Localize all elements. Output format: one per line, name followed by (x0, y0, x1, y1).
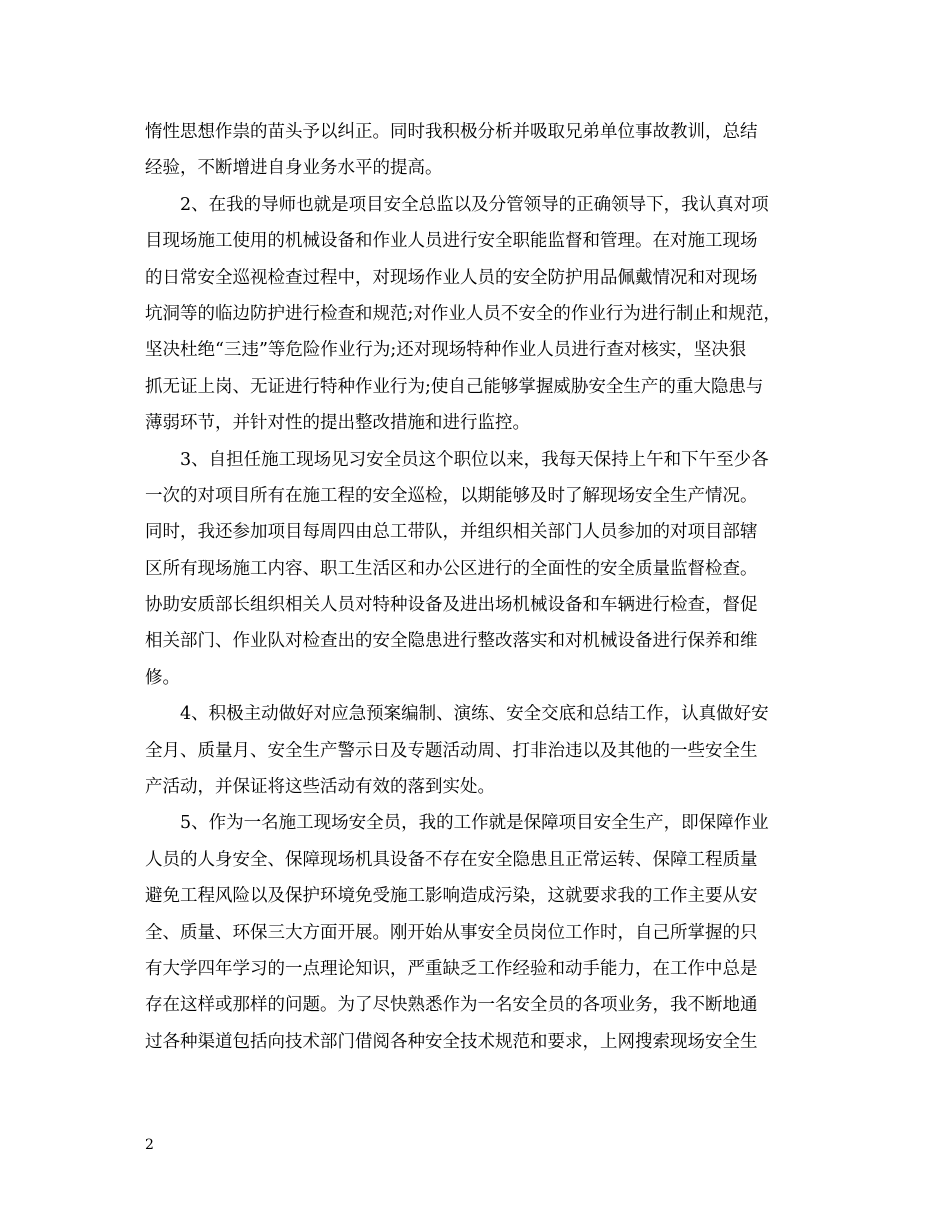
text-line: 一次的对项目所有在施工程的安全巡检，以期能够及时了解现场安全生产情况。 (145, 485, 758, 506)
text-line: 区所有现场施工内容、职工生活区和办公区进行的全面性的安全质量监督检查。 (145, 558, 758, 579)
text-line: 过各种渠道包括向技术部门借阅各种安全技术规范和要求，上网搜索现场安全生 (145, 1031, 758, 1052)
text-line: 的日常安全巡视检查过程中，对现场作业人员的安全防护用品佩戴情况和对现场 (145, 267, 758, 288)
text-line: 薄弱环节，并针对性的提出整改措施和进行监控。 (145, 413, 530, 434)
text-line: 3、自担任施工现场见习安全员这个职位以来，我每天保持上午和下午至少各 (180, 449, 769, 470)
text-line: 全月、质量月、安全生产警示日及专题活动周、打非治违以及其他的一些安全生 (145, 740, 758, 761)
text-line: 存在这样或那样的问题。为了尽快熟悉作为一名安全员的各项业务，我不断地通 (145, 995, 758, 1016)
text-line: 抓无证上岗、无证进行特种作业行为;使自己能够掌握威胁安全生产的重大隐患与 (145, 376, 764, 397)
text-line: 产活动，并保证将这些活动有效的落到实处。 (145, 777, 495, 798)
text-line: 目现场施工使用的机械设备和作业人员进行安全职能监督和管理。在对施工现场 (145, 231, 758, 252)
text-line: 人员的人身安全、保障现场机具设备不存在安全隐患且正常运转、保障工程质量 (145, 849, 758, 870)
text-line: 经验，不断增进自身业务水平的提高。 (145, 158, 443, 179)
text-line: 同时，我还参加项目每周四由总工带队，并组织相关部门人员参加的对项目部辖 (145, 522, 758, 543)
text-line: 相关部门、作业队对检查出的安全隐患进行整改落实和对机械设备进行保养和维 (145, 631, 758, 652)
text-line: 有大学四年学习的一点理论知识，严重缺乏工作经验和动手能力，在工作中总是 (145, 958, 758, 979)
page-number: 2 (145, 1137, 154, 1153)
text-line: 4、积极主动做好对应急预案编制、演练、安全交底和总结工作，认真做好安 (180, 704, 769, 725)
text-line: 坚决杜绝“三违”等危险作业行为;还对现场特种作业人员进行查对核实，坚决狠 (145, 340, 747, 361)
text-line: 2、在我的导师也就是项目安全总监以及分管领导的正确领导下，我认真对项 (180, 194, 769, 215)
text-line: 全、质量、环保三大方面开展。刚开始从事安全员岗位工作时，自己所掌握的只 (145, 922, 758, 943)
text-line: 坑洞等的临边防护进行检查和规范;对作业人员不安全的作业行为进行制止和规范， (145, 303, 781, 324)
text-line: 协助安质部长组织相关人员对特种设备及进出场机械设备和车辆进行检查，督促 (145, 595, 758, 616)
text-line: 避免工程风险以及保护环境免受施工影响造成污染，这就要求我的工作主要从安 (145, 886, 758, 907)
text-line: 惰性思想作祟的苗头予以纠正。同时我积极分析并吸取兄弟单位事故教训，总结 (145, 122, 758, 142)
text-line: 5、作为一名施工现场安全员，我的工作就是保障项目安全生产，即保障作业 (180, 813, 769, 834)
text-line: 修。 (145, 667, 180, 688)
body-text (145, 114, 810, 1060)
